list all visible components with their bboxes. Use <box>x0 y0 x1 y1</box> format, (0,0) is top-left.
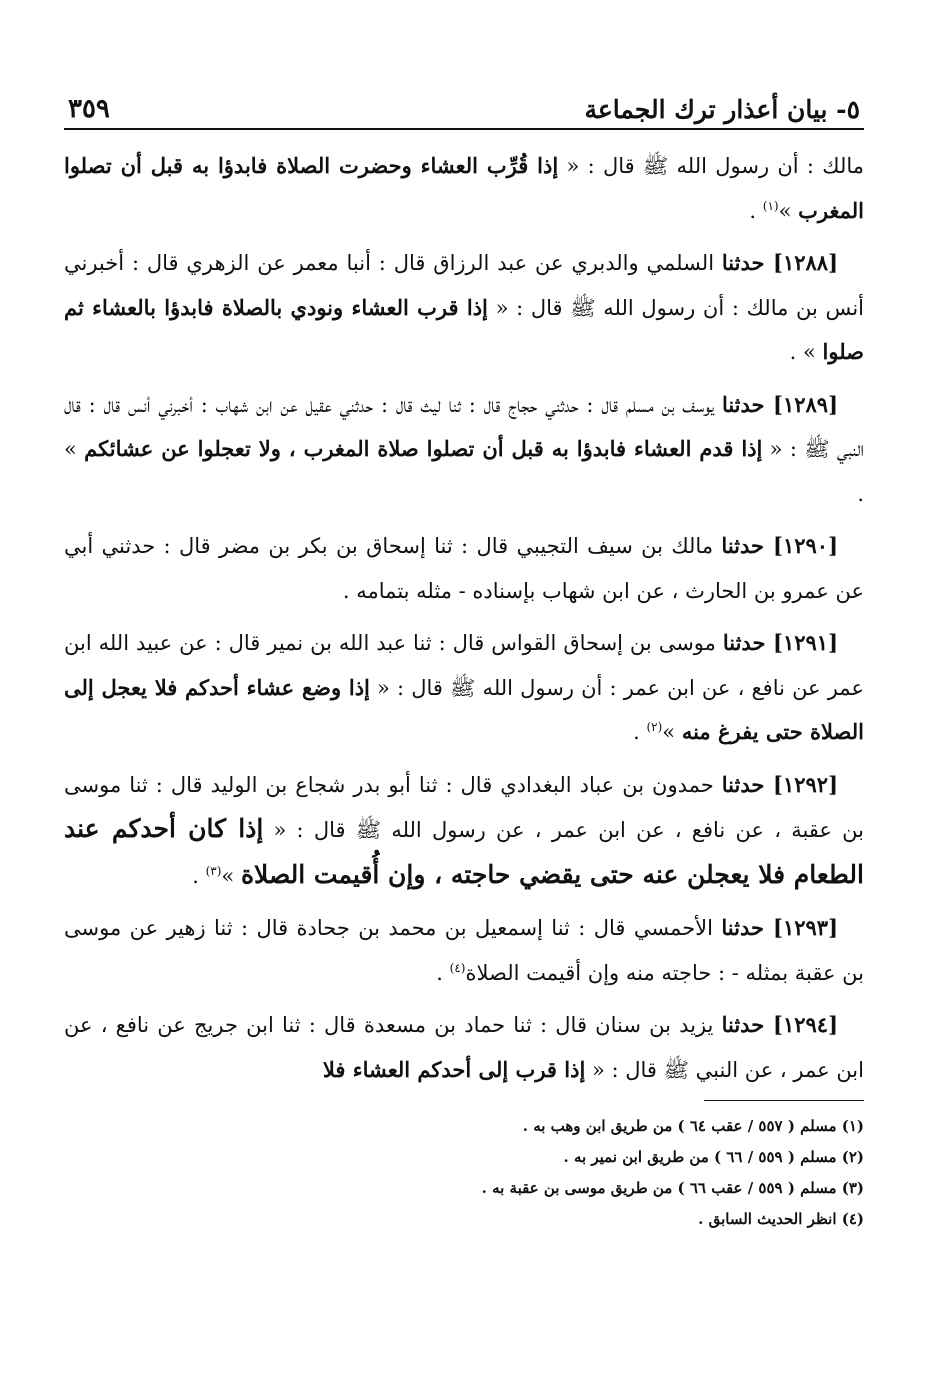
footnote-marker: (٣) <box>205 863 222 878</box>
text-segment: . <box>436 960 450 985</box>
hadith-text: إذا كان أحدكم عند الطعام فلا يعجلن عنه حتى يقضي حاجته ، وإن أُقيمت الصلاة <box>64 814 864 889</box>
hadith-text: حدثنا <box>721 771 765 797</box>
text-segment: . <box>749 198 763 223</box>
footnote-3: (٣) مسلم ( ٥٥٩ / عقب ٦٦ ) من طريق موسى بن عقبة به . <box>481 1179 864 1197</box>
hadith-text: إذا قرب العشاء ونودي بالصلاة فابدؤا بالعشاء ثم صلوا <box>64 294 864 364</box>
hadith-paragraph-p1291 <box>64 621 864 755</box>
hadith-text: حدثنا <box>722 630 766 655</box>
hadith-text: حدثنا <box>721 1012 765 1037</box>
chapter-title: ٥- بيان أعذار ترك الجماعة <box>584 95 860 124</box>
footnote-1: (١) مسلم ( ٥٥٧ / عقب ٦٤ ) من طريق ابن وهب به . <box>522 1117 864 1135</box>
hadith-text: إذا قرب إلى أحدكم العشاء فلا <box>322 1056 586 1082</box>
hadith-text: إذا وضع عشاء أحدكم فلا يعجل إلى الصلاة حتى يفرغ منه <box>64 674 864 744</box>
hadith-text: حدثنا <box>721 250 765 275</box>
footnote-marker: (١) <box>762 198 779 213</box>
footnote-marker: (٢) <box>646 720 663 734</box>
hadith-paragraph-p0 <box>64 144 864 233</box>
hadith-text: حدثنا <box>721 391 765 417</box>
text-segment: موسى بن إسحاق القواس قال : ثنا عبد الله بن نمير قال : عن عبيد الله ابن عمر عن نافع ، عن ابن عمر : أن رسول الله ﷺ قال : « <box>64 631 864 700</box>
text-segment: » . <box>789 340 823 364</box>
hadith-paragraph-p1294 <box>64 1003 864 1092</box>
main-text <box>64 144 864 1092</box>
text-segment: . <box>192 863 206 888</box>
footnote-separator <box>704 1100 864 1101</box>
text-segment: السلمي والدبري عن عبد الرزاق قال : أنبا معمر عن الزهري قال : أخبرني أنس بن مالك : أن رسول الله ﷺ قال : « <box>64 251 864 320</box>
text-segment: . <box>633 720 647 744</box>
hadith-text: إذا قدم العشاء فابدؤا به قبل أن تصلوا صلاة المغرب ، ولا تعجلوا عن عشائكم <box>84 436 763 461</box>
footnote-2: (٢) مسلم ( ٥٥٩ / ٦٦ ) من طريق ابن نمير به . <box>563 1148 864 1166</box>
hadith-paragraph-p1292 <box>64 763 864 899</box>
text-segment: مالك : أن رسول الله ﷺ قال : « <box>558 154 864 178</box>
text-segment: » <box>221 863 241 888</box>
page-number: ٣٥٩ <box>68 94 110 124</box>
text-segment: مالك بن سيف التجيبي قال : ثنا إسحاق بن بكر بن مضر قال : حدثني أبي عن عمرو بن الحارث ، عن ابن شهاب بإسناده - مثله بتمامه . <box>64 534 864 603</box>
footnotes <box>64 1111 864 1235</box>
footnote-4: (٤) انظر الحديث السابق . <box>698 1210 864 1228</box>
running-header <box>64 80 864 130</box>
text-segment: » <box>662 720 682 744</box>
hadith-paragraph-p1293 <box>64 906 864 995</box>
text-segment: يوسف بن مسلم قال : حدثني حجاج قال : ثنا ليث قال : حدثني عقيل عن ابن شهاب : أخبرني أنس قال : قال النبي ﷺ : « <box>64 392 864 461</box>
hadith-number: [١٢٩٤] <box>764 1012 839 1037</box>
hadith-paragraph-p1289 <box>64 383 864 517</box>
hadith-number: [١٢٩٠] <box>764 533 838 558</box>
hadith-number: [١٢٩١] <box>765 630 839 655</box>
hadith-number: [١٢٨٨] <box>764 250 838 275</box>
hadith-text: حدثنا <box>721 915 764 940</box>
footnote-marker: (٤) <box>449 960 466 975</box>
hadith-number: [١٢٨٩] <box>764 391 839 417</box>
text-segment: حمدون بن عباد البغدادي قال : ثنا أبو بدر شجاع بن الوليد قال : ثنا موسى بن عقبة ، عن نافع ، عن ابن عمر ، عن رسول الله ﷺ قال : « <box>64 772 864 842</box>
text-segment: » . <box>64 437 864 506</box>
hadith-text: إذا قُرِّب العشاء وحضرت الصلاة فابدؤا به قبل أن تصلوا المغرب <box>64 153 864 223</box>
hadith-number: [١٢٩٣] <box>763 915 839 940</box>
text-segment: الأحمسي قال : ثنا إسمعيل بن محمد بن جحادة قال : ثنا زهير عن موسى بن عقبة بمثله - : حاجته منه وإن أقيمت الصلاة <box>64 916 864 985</box>
book-page <box>64 80 864 1235</box>
hadith-paragraph-p1290 <box>64 524 864 613</box>
hadith-number: [١٢٩٢] <box>764 771 838 797</box>
text-segment: يزيد بن سنان قال : ثنا حماد بن مسعدة قال : ثنا ابن جريج عن نافع ، عن ابن عمر ، عن النبي ﷺ قال : « <box>64 1013 864 1082</box>
text-segment: » <box>778 198 799 223</box>
hadith-text: حدثنا <box>721 533 765 558</box>
hadith-paragraph-p1288 <box>64 241 864 375</box>
